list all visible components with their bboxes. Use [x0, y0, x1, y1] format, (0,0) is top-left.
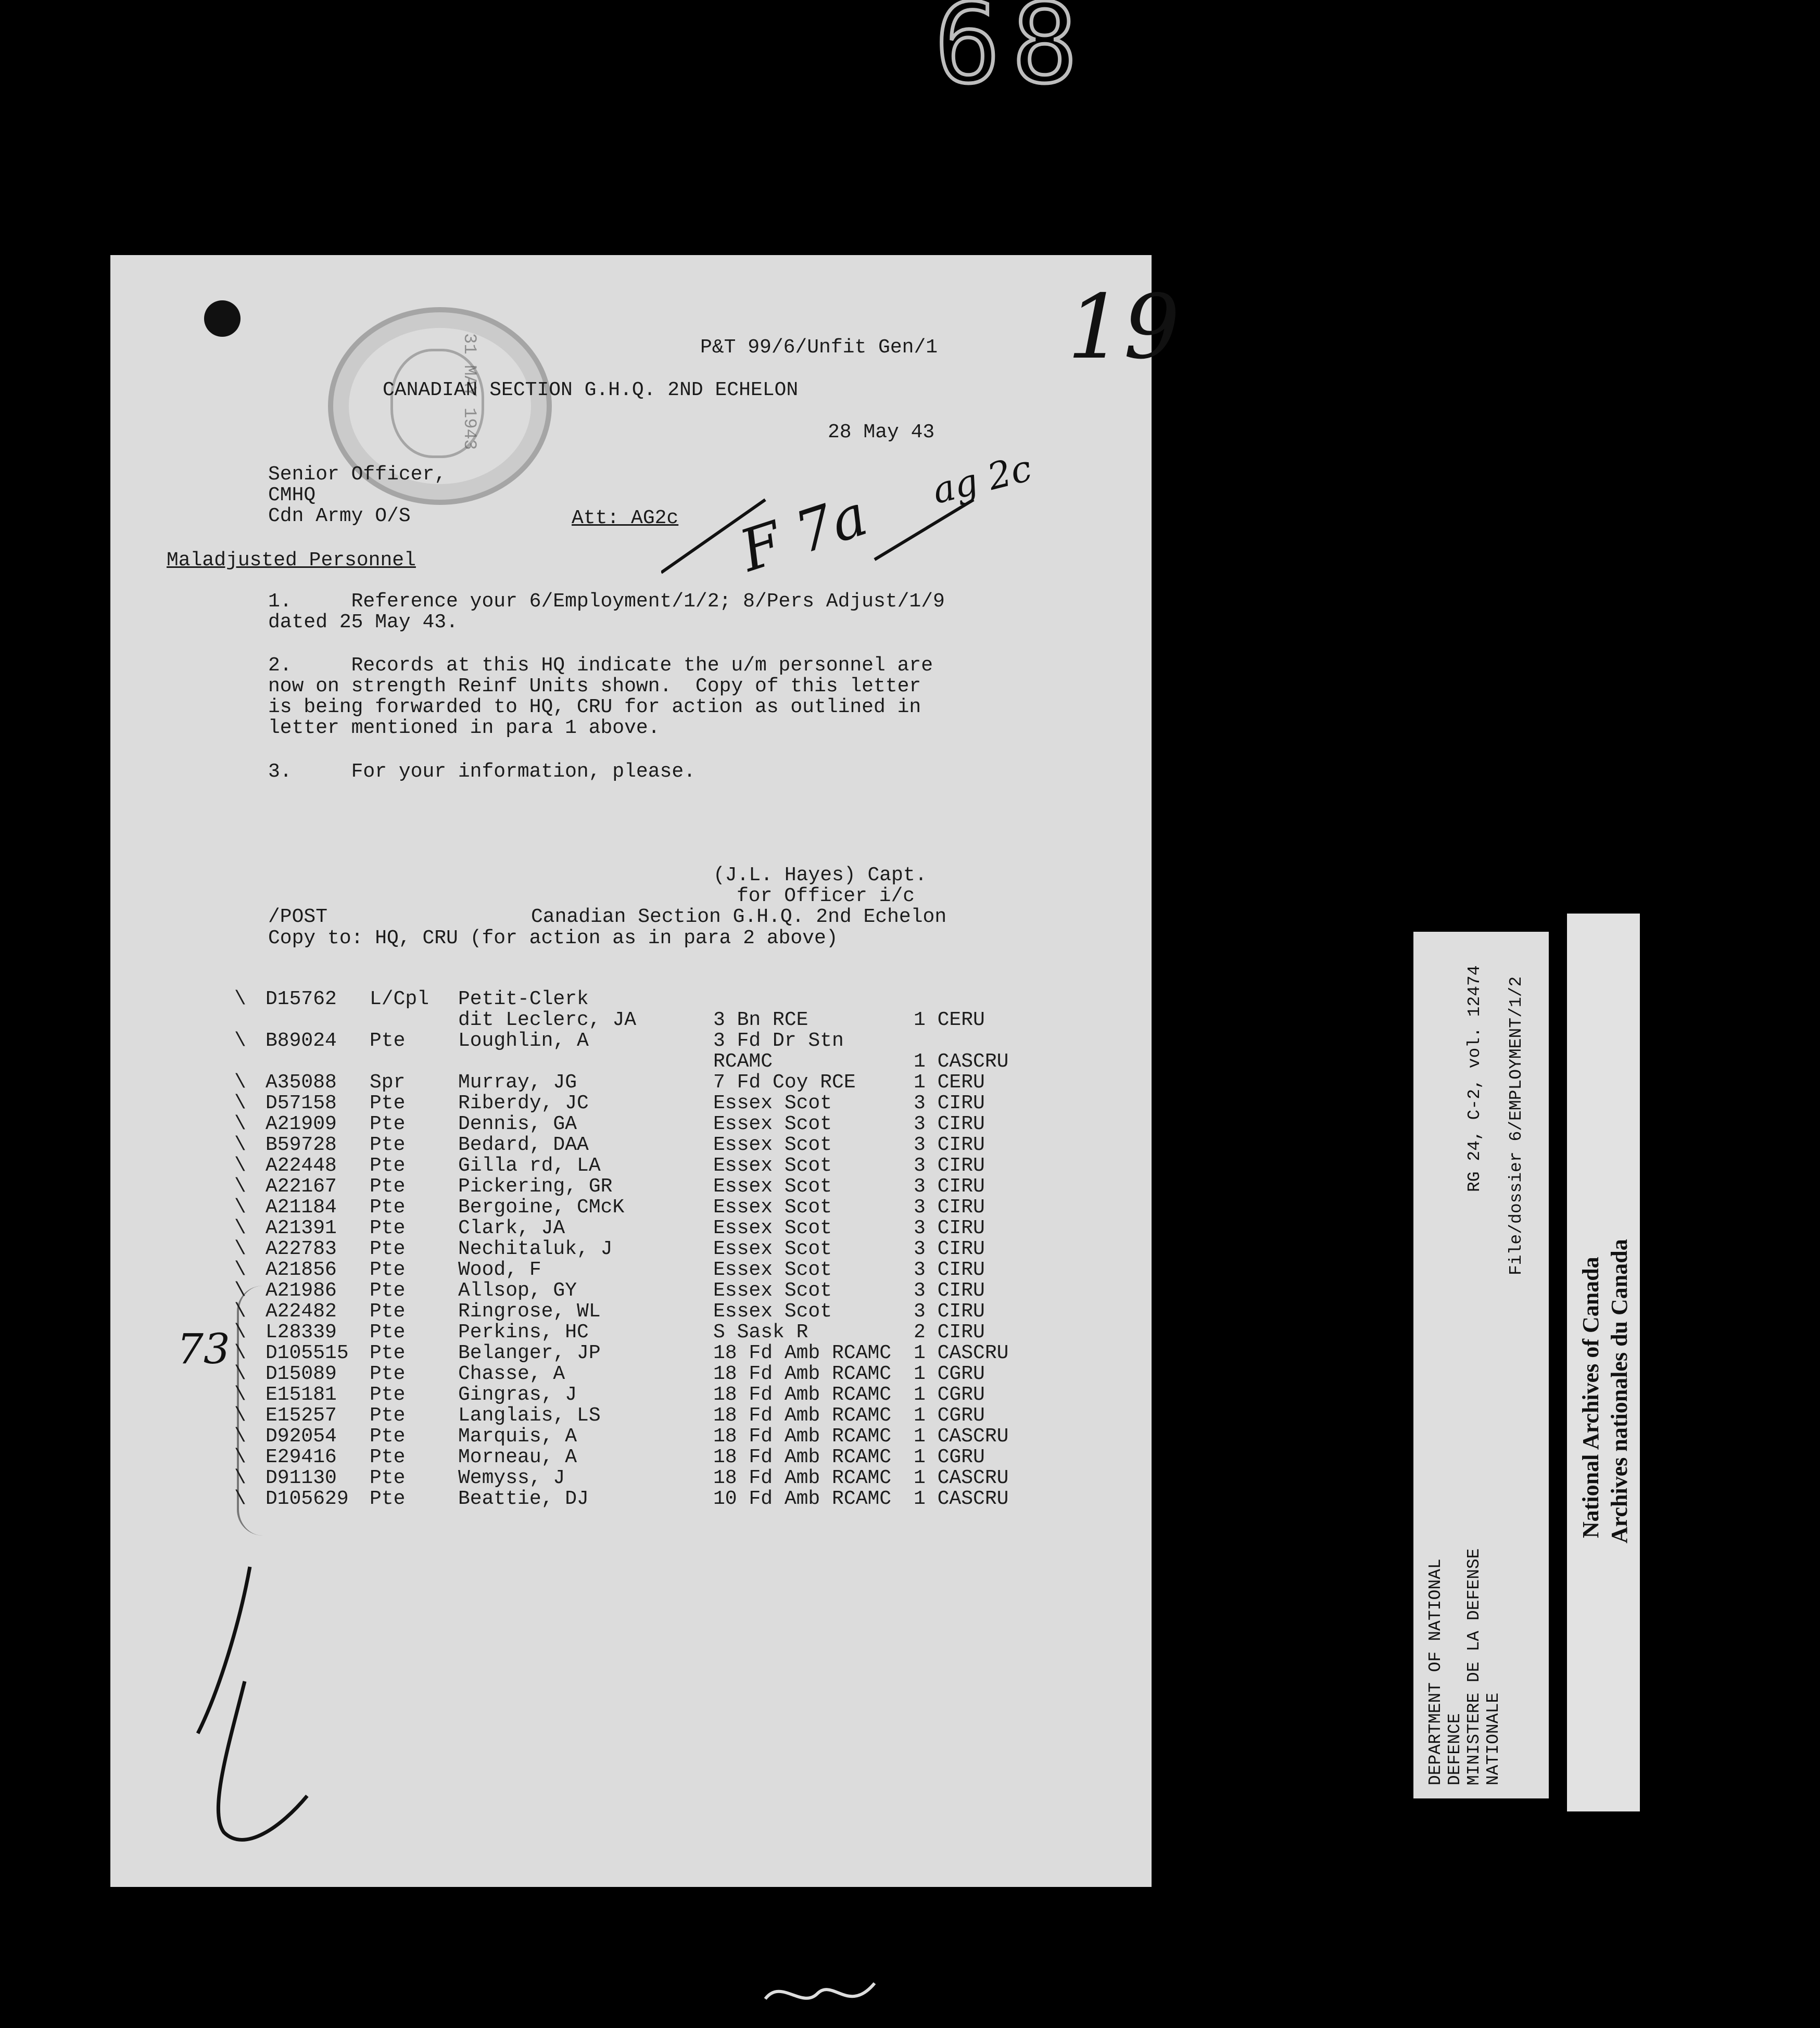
name: Nechitaluk, J [458, 1238, 613, 1260]
tick-mark: \ [234, 1259, 246, 1281]
name: Petit-Clerk [458, 988, 589, 1010]
name: Dennis, GA [458, 1113, 577, 1135]
tick-mark: \ [234, 1092, 246, 1114]
label-line-3: MINISTERE DE LA DEFENSE [1464, 1548, 1484, 1785]
name: Bedard, DAA [458, 1134, 589, 1156]
paragraph-3: 3. For your information, please. [268, 760, 696, 783]
name: Belanger, JP [458, 1342, 601, 1364]
name: Perkins, HC [458, 1321, 589, 1343]
label-ref-2: File/dossier 6/EMPLOYMENT/1/2 [1507, 976, 1526, 1275]
signature-title: for Officer i/c [737, 885, 915, 907]
unit: 18 Fd Amb RCAMC [713, 1446, 892, 1468]
unit: Essex Scot [713, 1092, 832, 1114]
unit: Essex Scot [713, 1259, 832, 1281]
unit: 18 Fd Amb RCAMC [713, 1363, 892, 1385]
reinforcement-unit: 1 CASCRU [914, 1467, 1009, 1489]
tick-mark: \ [234, 1467, 246, 1489]
reinforcement-unit: 1 CASCRU [914, 1050, 1009, 1073]
rank: Pte [370, 1113, 406, 1135]
service-number: D92054 [266, 1425, 337, 1448]
rank: Pte [370, 1363, 406, 1385]
rank: Pte [370, 1384, 406, 1406]
rank: L/Cpl [370, 988, 429, 1010]
tick-mark: \ [234, 988, 246, 1010]
rank: Pte [370, 1342, 406, 1364]
tick-mark: \ [234, 1404, 246, 1427]
reinforcement-unit: 3 CIRU [914, 1113, 985, 1135]
reinforcement-unit: 1 CGRU [914, 1446, 985, 1468]
reinforcement-unit: 1 CERU [914, 1009, 985, 1031]
name: Langlais, LS [458, 1404, 601, 1427]
service-number: B59728 [266, 1134, 337, 1156]
unit-continued: RCAMC [713, 1050, 773, 1073]
unit: 10 Fd Amb RCAMC [713, 1488, 892, 1510]
unit: Essex Scot [713, 1217, 832, 1239]
handwritten-page-number: 19 [1067, 276, 1180, 379]
reinforcement-unit: 3 CIRU [914, 1279, 985, 1302]
reinforcement-unit: 3 CIRU [914, 1217, 985, 1239]
service-number: L28339 [266, 1321, 337, 1343]
signature-unit: Canadian Section G.H.Q. 2nd Echelon [531, 906, 947, 928]
reinforcement-unit: 3 CIRU [914, 1238, 985, 1260]
name: Beattie, DJ [458, 1488, 589, 1510]
rank: Pte [370, 1446, 406, 1468]
subject-line: Maladjusted Personnel [167, 549, 416, 572]
service-number: D57158 [266, 1092, 337, 1114]
punch-hole [204, 300, 241, 337]
name: Ringrose, WL [458, 1300, 601, 1323]
reinforcement-unit: 3 CIRU [914, 1196, 985, 1219]
unit: Essex Scot [713, 1238, 832, 1260]
reinforcement-unit: 3 CIRU [914, 1259, 985, 1281]
copy-to-line: Copy to: HQ, CRU (for action as in para 2 above) [268, 927, 838, 949]
rank: Pte [370, 1030, 406, 1052]
tick-mark: \ [234, 1030, 246, 1052]
name: Loughlin, A [458, 1030, 589, 1052]
label-ref-1: RG 24, C-2, vol. 12474 [1465, 965, 1484, 1192]
unit: S Sask R [713, 1321, 808, 1343]
rank: Pte [370, 1404, 406, 1427]
name: Gingras, J [458, 1384, 577, 1406]
reinforcement-unit: 3 CIRU [914, 1092, 985, 1114]
label-line-1: DEPARTMENT OF NATIONAL [1426, 1558, 1445, 1785]
handwritten-annotation: F 7a [732, 481, 875, 585]
rank: Pte [370, 1134, 406, 1156]
name: Murray, JG [458, 1071, 577, 1094]
service-number: A22783 [266, 1238, 337, 1260]
frame-number [934, 0, 1106, 108]
unit: Essex Scot [713, 1175, 832, 1198]
name: Wemyss, J [458, 1467, 565, 1489]
post-mark: /POST [268, 906, 328, 928]
rank: Pte [370, 1279, 406, 1302]
unit: Essex Scot [713, 1196, 832, 1219]
service-number: D91130 [266, 1467, 337, 1489]
service-number: A22482 [266, 1300, 337, 1323]
rank: Pte [370, 1321, 406, 1343]
rank: Pte [370, 1175, 406, 1198]
reinforcement-unit: 2 CIRU [914, 1321, 985, 1343]
reinforcement-unit: 1 CASCRU [914, 1425, 1009, 1448]
rank: Pte [370, 1092, 406, 1114]
tick-mark: \ [234, 1446, 246, 1468]
tick-mark: \ [234, 1279, 246, 1302]
letter-heading: CANADIAN SECTION G.H.Q. 2ND ECHELON [383, 379, 799, 401]
tick-mark: \ [234, 1363, 246, 1385]
unit: 3 Bn RCE [713, 1009, 808, 1031]
margin-note: 73 [177, 1325, 230, 1373]
archive-reference-label [1413, 932, 1549, 1798]
signature-name: (J.L. Hayes) Capt. [713, 864, 927, 886]
service-number: A21909 [266, 1113, 337, 1135]
tick-mark: \ [234, 1175, 246, 1198]
unit: 3 Fd Dr Stn [713, 1030, 844, 1052]
service-number: E15257 [266, 1404, 337, 1427]
unit: 18 Fd Amb RCAMC [713, 1404, 892, 1427]
name: Clark, JA [458, 1217, 565, 1239]
attention-line: Att: AG2c [572, 507, 679, 529]
unit: 7 Fd Coy RCE [713, 1071, 856, 1094]
reinforcement-unit: 1 CGRU [914, 1363, 985, 1385]
rank: Pte [370, 1238, 406, 1260]
name: Gilla rd, LA [458, 1155, 601, 1177]
tick-mark: \ [234, 1488, 246, 1510]
tick-mark: \ [234, 1384, 246, 1406]
unit: Essex Scot [713, 1279, 832, 1302]
unit: Essex Scot [713, 1155, 832, 1177]
frame-number-text: 68 [934, 0, 1089, 108]
addressee-line-1: Senior Officer, [268, 463, 447, 486]
addressee-line-2: CMHQ [268, 484, 316, 506]
reinforcement-unit: 3 CIRU [914, 1134, 985, 1156]
service-number: A22167 [266, 1175, 337, 1198]
name: Chasse, A [458, 1363, 565, 1385]
name: Wood, F [458, 1259, 541, 1281]
paragraph-1: 1. Reference your 6/Employment/1/2; 8/Pers Adjust/1/9 dated 25 May 43. [268, 590, 945, 633]
reinforcement-unit: 1 CGRU [914, 1384, 985, 1406]
reinforcement-unit: 1 CASCRU [914, 1488, 1009, 1510]
handwritten-initial [187, 1562, 323, 1853]
tick-mark: \ [234, 1217, 246, 1239]
label-line-2: DEFENCE [1445, 1713, 1464, 1785]
service-number: A35088 [266, 1071, 337, 1094]
rank: Pte [370, 1425, 406, 1448]
edge-scribble [760, 1973, 895, 2020]
service-number: A21184 [266, 1196, 337, 1219]
unit: 18 Fd Amb RCAMC [713, 1467, 892, 1489]
reinforcement-unit: 1 CASCRU [914, 1342, 1009, 1364]
stamp-date: 31 MAY 1943 [459, 333, 479, 450]
rank: Pte [370, 1217, 406, 1239]
rank: Pte [370, 1259, 406, 1281]
tick-mark: \ [234, 1134, 246, 1156]
tick-mark: \ [234, 1113, 246, 1135]
reinforcement-unit: 3 CIRU [914, 1300, 985, 1323]
tick-mark: \ [234, 1342, 246, 1364]
service-number: D105629 [266, 1488, 349, 1510]
service-number: A21856 [266, 1259, 337, 1281]
tick-mark: \ [234, 1300, 246, 1323]
service-number: D15762 [266, 988, 337, 1010]
name: Bergoine, CMcK [458, 1196, 625, 1219]
archives-name-en: National Archives of Canada [1578, 1257, 1603, 1538]
reinforcement-unit: 1 CGRU [914, 1404, 985, 1427]
service-number: A21986 [266, 1279, 337, 1302]
rank: Pte [370, 1300, 406, 1323]
service-number: D15089 [266, 1363, 337, 1385]
handwritten-annotation-2: ag 2c [928, 446, 1036, 513]
unit: Essex Scot [713, 1300, 832, 1323]
tick-mark: \ [234, 1238, 246, 1260]
rank: Pte [370, 1155, 406, 1177]
rank: Pte [370, 1196, 406, 1219]
name-continued: dit Leclerc, JA [458, 1009, 637, 1031]
reinforcement-unit: 1 CERU [914, 1071, 985, 1094]
service-number: A22448 [266, 1155, 337, 1177]
handwritten-strokes [661, 468, 984, 588]
service-number: A21391 [266, 1217, 337, 1239]
reinforcement-unit: 3 CIRU [914, 1175, 985, 1198]
tick-mark: \ [234, 1321, 246, 1343]
paragraph-2: 2. Records at this HQ indicate the u/m personnel are now on strength Reinf Units shown. Copy of this letter is being forwarded to HQ, CRU for action as outlined in letter mentioned in para 1 above. [268, 654, 933, 739]
tick-mark: \ [234, 1071, 246, 1094]
unit: 18 Fd Amb RCAMC [713, 1384, 892, 1406]
addressee-line-3: Cdn Army O/S [268, 505, 411, 527]
rank: Pte [370, 1467, 406, 1489]
label-line-4: NATIONALE [1484, 1692, 1503, 1785]
letter-date: 28 May 43 [828, 421, 935, 443]
unit: Essex Scot [713, 1134, 832, 1156]
service-number: E29416 [266, 1446, 337, 1468]
unit: 18 Fd Amb RCAMC [713, 1342, 892, 1364]
name: Riberdy, JC [458, 1092, 589, 1114]
name: Pickering, GR [458, 1175, 613, 1198]
reinforcement-unit: 3 CIRU [914, 1155, 985, 1177]
tick-mark: \ [234, 1425, 246, 1448]
name: Marquis, A [458, 1425, 577, 1448]
service-number: E15181 [266, 1384, 337, 1406]
rank: Pte [370, 1488, 406, 1510]
unit: Essex Scot [713, 1113, 832, 1135]
name: Morneau, A [458, 1446, 577, 1468]
tick-mark: \ [234, 1196, 246, 1219]
file-reference: P&T 99/6/Unfit Gen/1 [700, 336, 938, 359]
name: Allsop, GY [458, 1279, 577, 1302]
service-number: D105515 [266, 1342, 349, 1364]
service-number: B89024 [266, 1030, 337, 1052]
archives-name-fr: Archives nationales du Canada [1607, 1239, 1632, 1543]
tick-mark: \ [234, 1155, 246, 1177]
unit: 18 Fd Amb RCAMC [713, 1425, 892, 1448]
archives-canada-label [1567, 914, 1640, 1811]
rank: Spr [370, 1071, 406, 1094]
